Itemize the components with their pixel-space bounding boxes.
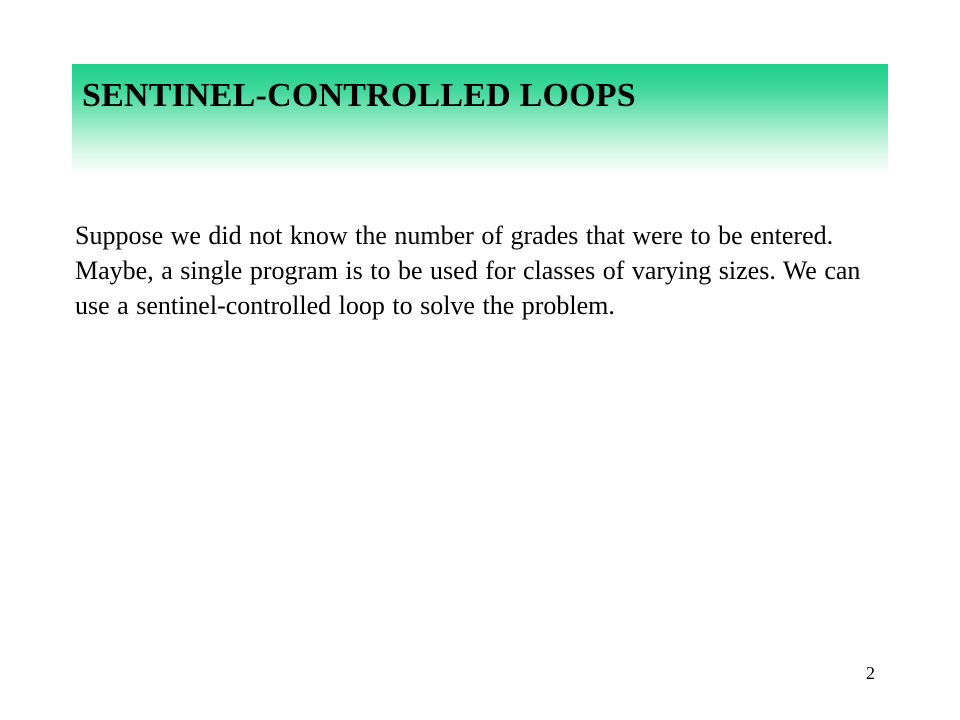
title-band (72, 64, 888, 176)
slide-title: SENTINEL-CONTROLLED LOOPS (82, 77, 636, 114)
page-number: 2 (866, 663, 875, 683)
slide-body-text: Suppose we did not know the number of grades that were to be entered. Maybe, a single program is to be used for classes of varying sizes. We can use a sentinel-controlled loop to solve the problem. (75, 221, 861, 320)
